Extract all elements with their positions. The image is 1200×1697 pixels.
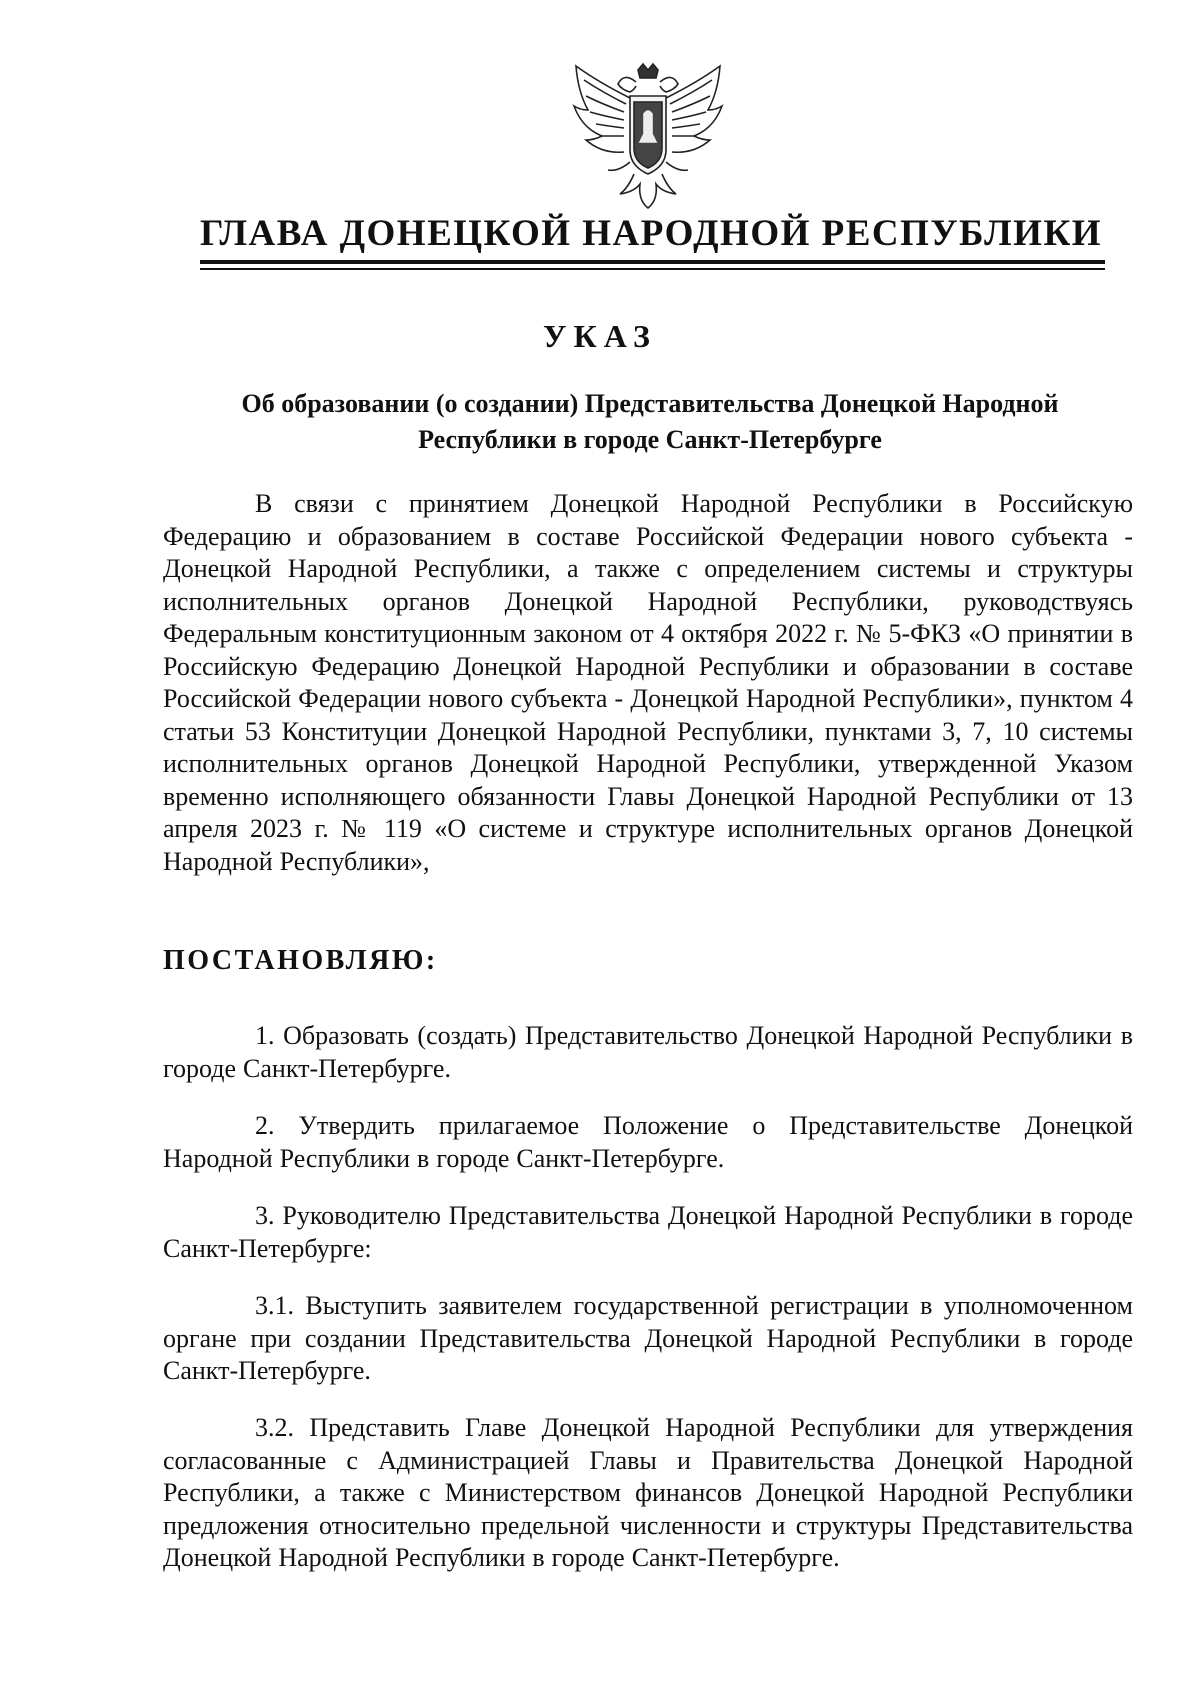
clause-2: 2. Утвердить прилагаемое Положение о Представительстве Донецкой Народной Республики в городе Санкт-Петербурге. [163, 1111, 1133, 1173]
header-divider-thick [200, 260, 1105, 264]
clause-1: 1. Образовать (создать) Представительство Донецкой Народной Республики в городе Санкт-Петербурге. [163, 1021, 1133, 1083]
clause-3: 3. Руководителю Представительства Донецкой Народной Республики в городе Санкт-Петербурге: [163, 1201, 1133, 1263]
resolve-heading: ПОСТАНОВЛЯЮ: [163, 945, 438, 976]
document-type: УКАЗ [543, 318, 657, 354]
header-divider-thin [200, 268, 1105, 270]
dpr-coat-of-arms-eagle-icon [568, 62, 728, 212]
clause-3-1: 3.1. Выступить заявителем государственной регистрации в уполномоченном органе при создании Представительства Донецкой Народной Республики в городе Санкт-Петербурге. [163, 1291, 1133, 1385]
document-subject: Об образовании (о создании) Представительства Донецкой Народной Республики в городе Санкт-Петербурге [241, 389, 1059, 454]
preamble-paragraph: В связи с принятием Донецкой Народной Республики в Российскую Федерацию и образованием в составе Российской Федерации нового субъекта - Донецкой Народной Республики, а также с определением системы и структуры исполнительных органов Донецкой Народной Республики, руководствуясь Федеральным конституционным законом от 4 октября 2022 г. № 5-ФКЗ «О принятии в Российскую Федерацию Донецкой Народной Республики и образовании в составе Российской Федерации нового субъекта - Донецкой Народной Республики», пунктом 4 статьи 53 Конституции Донецкой Народной Республики, пунктами 3, 7, 10 системы исполнительных органов Донецкой Народной Республики, утвержденной Указом временно исполняющего обязанности Главы Донецкой Народной Республики от 13 апреля 2023 г. № 119 «О системе и структуре исполнительных органов Донецкой Народной Республики», [163, 489, 1133, 876]
clause-3-2: 3.2. Представить Главе Донецкой Народной Республики для утверждения согласованные с Администрацией Главы и Правительства Донецкой Народной Республики, а также с Министерством финансов Донецкой Народной Республики предложения относительно предельной численности и структуры Представительства Донецкой Народной Республики в городе Санкт-Петербурге. [163, 1413, 1133, 1572]
issuer-title: ГЛАВА ДОНЕЦКОЙ НАРОДНОЙ РЕСПУБЛИКИ [200, 213, 1103, 254]
